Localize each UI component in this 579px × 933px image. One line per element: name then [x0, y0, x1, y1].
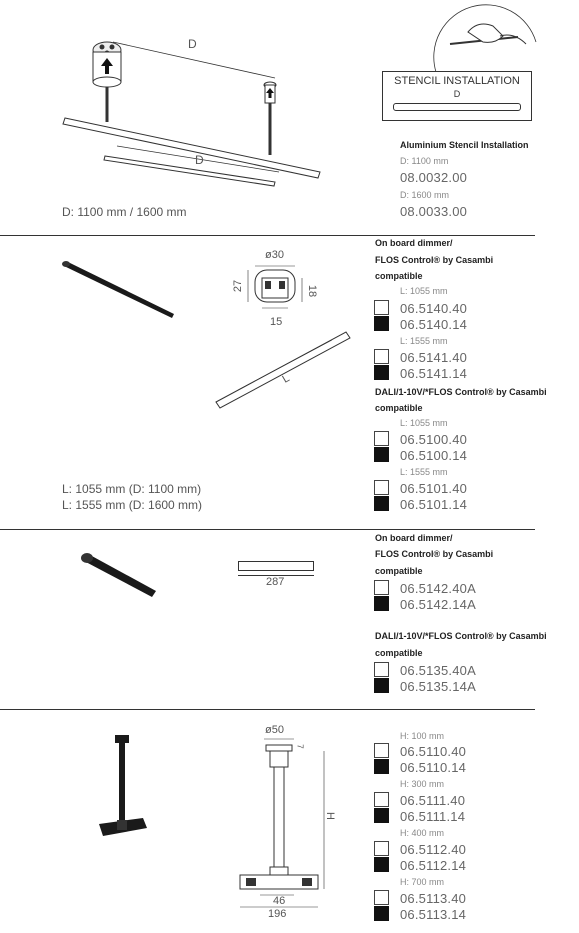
product-code: 06.5140.14	[400, 317, 468, 332]
black-finish-swatch	[374, 496, 389, 511]
group-title: compatible	[375, 648, 423, 658]
dimension-h: H	[323, 812, 336, 820]
product-code: 06.5135.14A	[400, 679, 476, 694]
black-finish-swatch	[374, 808, 389, 823]
white-finish-swatch	[374, 841, 389, 856]
group-title: FLOS Control® by Casambi	[375, 549, 494, 559]
length-label: L: 1555 mm	[400, 336, 448, 346]
white-finish-swatch	[374, 480, 389, 495]
black-finish-swatch	[374, 678, 389, 693]
white-finish-swatch	[374, 743, 389, 758]
suspension-drawing	[232, 735, 342, 915]
product-code: 06.5111.14	[400, 809, 466, 824]
stencil-track-drawing	[55, 30, 385, 230]
black-finish-swatch	[374, 447, 389, 462]
dimensions-text: D: 1100 mm / 1600 mm	[62, 205, 187, 219]
stencil-variant-label: D: 1100 mm	[400, 156, 449, 166]
section-divider	[0, 529, 535, 530]
product-code: 06.5142.40A	[400, 581, 476, 596]
product-code: 06.5101.40	[400, 481, 468, 496]
dimension-27: 27	[232, 279, 245, 293]
dimension-287: 287	[266, 576, 285, 588]
section-divider	[0, 709, 535, 710]
white-finish-swatch	[374, 300, 389, 315]
suspension-photo	[95, 730, 175, 850]
white-finish-swatch	[374, 890, 389, 905]
black-finish-swatch	[374, 857, 389, 872]
group-title: On board dimmer/	[375, 238, 453, 248]
product-code: 06.5141.14	[400, 366, 468, 381]
stencil-code: 08.0032.00	[400, 170, 468, 185]
stencil-dimension-d: D	[453, 89, 461, 99]
white-finish-swatch	[374, 349, 389, 364]
product-code: 06.5111.40	[400, 793, 466, 808]
module-line-drawing	[212, 330, 352, 410]
product-code: 06.5100.14	[400, 448, 468, 463]
product-code: 06.5101.14	[400, 497, 468, 512]
length-label: L: 1055 mm	[400, 286, 448, 296]
dimensions-line-2: L: 1555 mm (D: 1600 mm)	[62, 498, 203, 512]
dimension-d-top: D	[188, 37, 197, 51]
dimension-46: 46	[273, 895, 286, 907]
height-label: H: 100 mm	[400, 731, 445, 741]
group-title: compatible	[375, 403, 423, 413]
group-title: compatible	[375, 566, 423, 576]
stencil-code: 08.0033.00	[400, 204, 468, 219]
group-title: compatible	[375, 271, 423, 281]
stencil-installation-box	[382, 71, 532, 121]
length-label: L: 1055 mm	[400, 418, 448, 428]
group-title: On board dimmer/	[375, 533, 453, 543]
group-title: DALI/1-10V/*FLOS Control® by Casambi	[375, 387, 547, 397]
height-label: H: 700 mm	[400, 877, 445, 887]
dimension-18: 18	[306, 284, 319, 298]
product-code: 06.5112.40	[400, 842, 467, 857]
dimension-15: 15	[270, 316, 283, 328]
product-code: 06.5141.40	[400, 350, 468, 365]
short-module-profile	[238, 561, 314, 571]
product-code: 06.5112.14	[400, 858, 467, 873]
white-finish-swatch	[374, 580, 389, 595]
product-code: 06.5100.40	[400, 432, 468, 447]
dimension-7: 7	[295, 744, 305, 749]
product-code: 06.5140.40	[400, 301, 468, 316]
stencil-installation-title: STENCIL INSTALLATION	[394, 75, 520, 87]
stencil-variant-label: D: 1600 mm	[400, 190, 450, 200]
short-module-photo	[80, 555, 160, 605]
product-code: 06.5113.40	[400, 891, 467, 906]
black-finish-swatch	[374, 316, 389, 331]
dimension-l: L	[280, 372, 292, 386]
black-finish-swatch	[374, 596, 389, 611]
height-label: H: 300 mm	[400, 779, 445, 789]
product-code: 06.5142.14A	[400, 597, 476, 612]
white-finish-swatch	[374, 792, 389, 807]
dimension-diameter: ø30	[265, 249, 284, 261]
black-finish-swatch	[374, 365, 389, 380]
dimension-d-mid: D	[195, 153, 204, 167]
product-code: 06.5110.40	[400, 744, 467, 759]
dimension-diameter: ø50	[265, 724, 284, 736]
group-title: DALI/1-10V/*FLOS Control® by Casambi	[375, 631, 547, 641]
length-label: L: 1555 mm	[400, 467, 448, 477]
stencil-profile	[393, 103, 521, 111]
black-finish-swatch	[374, 906, 389, 921]
white-finish-swatch	[374, 431, 389, 446]
white-finish-swatch	[374, 662, 389, 677]
height-label: H: 400 mm	[400, 828, 445, 838]
stencil-product-title: Aluminium Stencil Installation	[400, 140, 529, 150]
dimension-196: 196	[268, 908, 287, 920]
section-divider	[0, 235, 535, 236]
dimensions-line-1: L: 1055 mm (D: 1100 mm)	[62, 482, 202, 496]
group-title: FLOS Control® by Casambi	[375, 255, 494, 265]
product-code: 06.5113.14	[400, 907, 467, 922]
stencil-hand-illustration	[428, 2, 538, 72]
linear-module-photo	[60, 262, 180, 322]
product-code: 06.5110.14	[400, 760, 467, 775]
black-finish-swatch	[374, 759, 389, 774]
product-code: 06.5135.40A	[400, 663, 476, 678]
